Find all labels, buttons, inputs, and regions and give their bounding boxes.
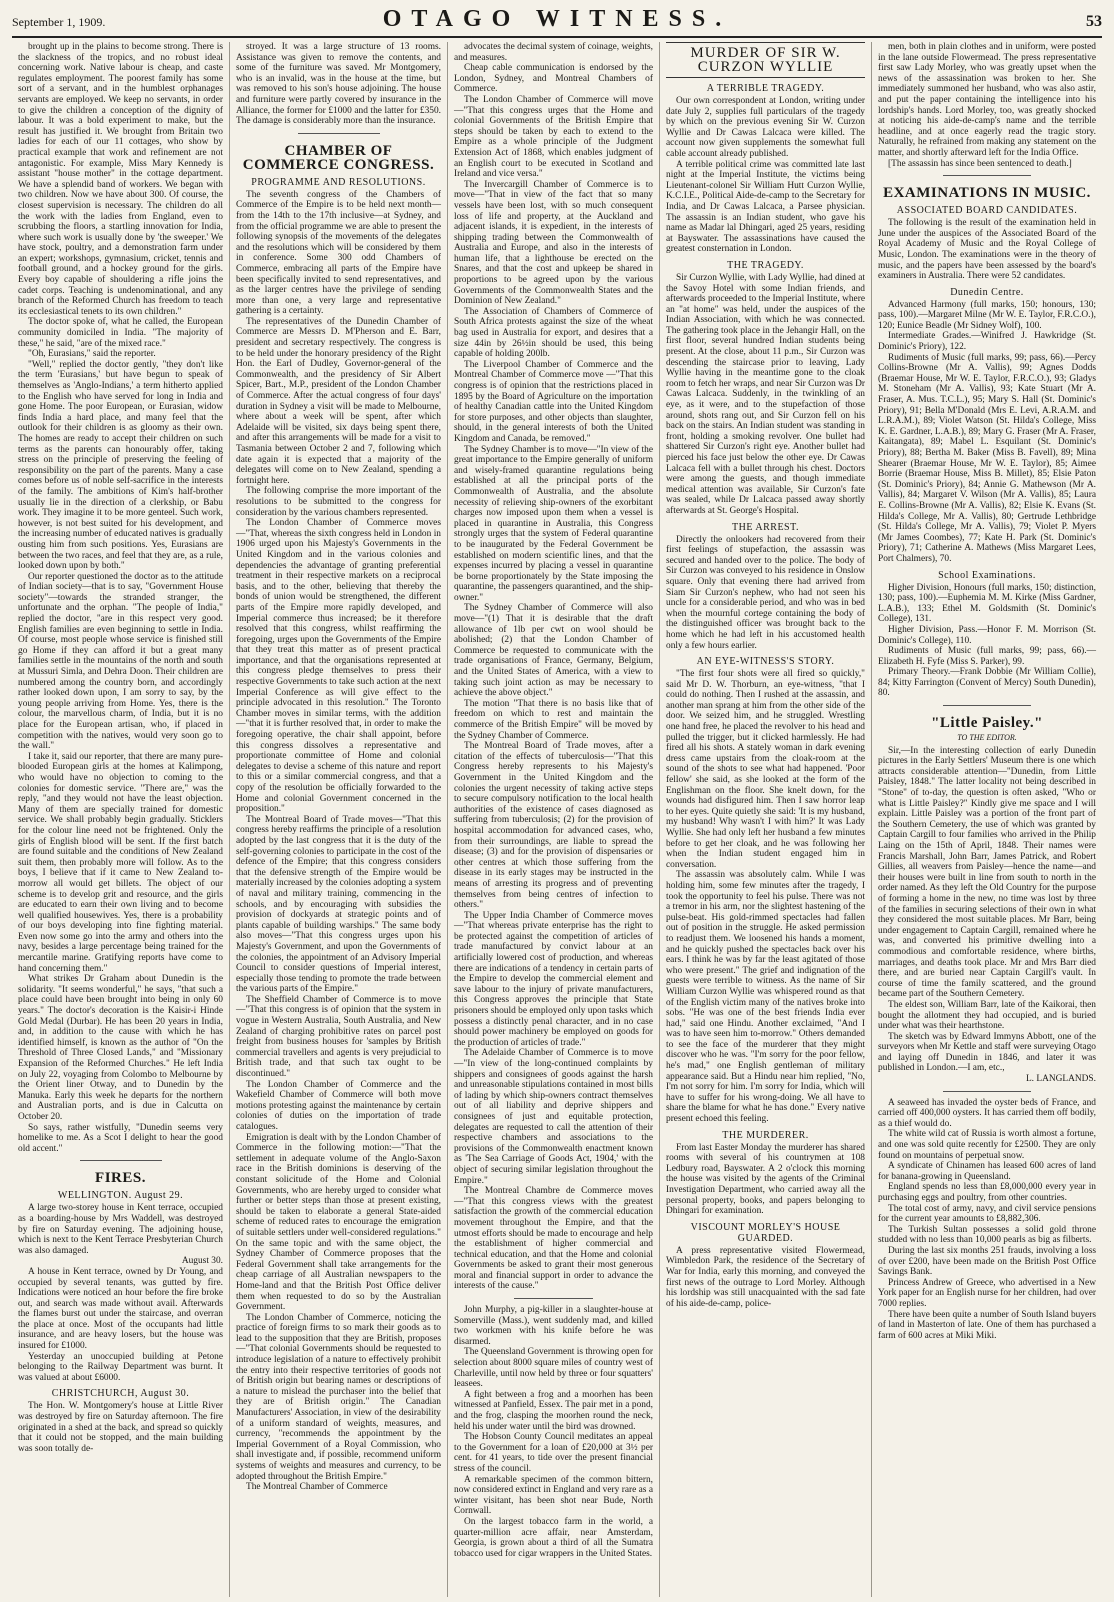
paragraph: Higher Division, Honours (full marks, 150; distinction, 130; pass, 100).—Euphemia M. M. Kirke (Miss Gardner, L.A.B.), 133; Ethel M. Goldsmith (St. Dominic's College), 131. [878,582,1096,625]
paragraph: The Adelaide Chamber of Commerce is to move—"In view of the long-continued complaints by shippers and consignees of goods against the harsh and unreasonable stipulations contained in most bills of lading by which ship-owners contract themselves out of all liability and deprive shippers and consignees of just and equitable protection, delegates are requested to call the attention of their respective chambers and associations to the provisions of the Commonwealth enactment known as 'The Sea Carriage of Goods Act, 1904,' with the object of securing similar legislation throughout the Empire." [454,1048,653,1186]
paragraph: A seaweed has invaded the oyster beds of France, and carried off 400,000 oysters. It has carried them off bodily, as a thief would do. [878,1097,1096,1129]
paragraph: The Invercargill Chamber of Commerce is to move—"That in view of the fact that so many vessels have been lost, with so much consequent loss of life and property, at the Auckland and adjacent islands, it is expedient, in the interests of shipping trading between the Commonwealth of Australia and Europe, and also in the interests of human life, that a lighthouse be erected on the Snares, and that the cost and upkeep be shared in proportions to be agreed upon by the various Governments of the Commonwealth States and the Dominion of New Zealand." [454,179,653,307]
paragraph: During the last six months 251 frauds, involving a loss of over £200, have been made on the British Post Office Savings Bank. [878,1245,1096,1278]
divider [943,705,1030,706]
paragraph: The eldest son, William Barr, late of the Kaikorai, then bought the allotment they had occupied, and is buried under what was their hearthstone. [878,999,1096,1032]
murderer-text [666,1143,865,1217]
curzon-heading: MURDER OF SIR W. CURZON WYLLIE [666,42,865,78]
fires-continued: stroyed. It was a large structure of 13 rooms. Assistance was given to remove the contents, and some of the furniture was saved. Mr Montgomery, who is an invalid, was in the house at the time, but was removed to his son's house adjoining. The house and furniture were partly covered by insurance in the Alliance, the former for £1000 and the latter for £350. The damage is considerably more than the insurance. [236,42,441,127]
paragraph: Sir,—In the interesting collection of early Dunedin pictures in the Early Settlers' Museum there is one which attracts considerable attention—"Dunedin, from Little Paisley, 1848." The latter locality not being described in "Stone" of to-day, the question is often asked, "Who or what is Little Paisley?" Kindly give me space and I will explain. Little Paisley was a portion of the front part of the Southern Cemetery, the use of which was granted by Captain Cargill to four families who arrived in the Philip Laing on the 15th of April, 1848. Their names were Francis Marshall, John Barr, James Patrick, and Robert Gillies, all weavers from Paisley—hence the name—and their houses were built in line from south to north in the order named. As they left the Old Country for the purpose of forming a home in the new, no time was lost by three of the families in securing selections of their own in what they considered the most suitable places. Mr Barr, being under engagement to Captain Cargill, remained where he was, and converted his primitive dwelling into a commodious and comfortable residence, where births, marriages, and deaths took place. Mr and Mrs Barr died there, and are buried near Captain Cargill's vault. In course of time the family scattered, and the ground became part of the Southern Cemetery. [878,745,1096,1000]
fires-paragraph: The Hon. W. Montgomery's house at Little River was destroyed by fire on Saturday afternoon. The fire originated in a shed at the back, and spread so quickly that it could not be stopped, and the main building was soon totally de- [18,1401,223,1454]
paragraph: The sketch was by Edward Immyns Abbott, one of the surveyors when Mr Kettle and staff were surveying Otago and laying off Dunedin in 1846, and later it was published in London.—I am, etc., [878,1031,1096,1074]
paisley-heading: "Little Paisley." [931,715,1043,732]
columns [12,42,1102,1597]
paragraph: The seventh congress of the Chambers of Commerce of the Empire is to be held next month—from the 14th to the 17th inclusive—at Sydney, and from the official programme we are able to present the following synopsis of the movements of the delegates and the resolutions which will be considered by them in conference. Some 300 odd Chambers of Commerce, embracing all parts of the Empire have been specifically invited to send representatives, and as the larger centres have the privilege of sending more than one, a very large and representative gathering is a certainty. [236,189,441,317]
paragraph: The Sheffield Chamber of Commerce is to move—"That this congress is of opinion that the system in vogue in Western Australia, South Australia, and New Zealand of charging prohibitive rates on parcel post freight from business houses for 'samples by British commercial travellers and agents is very prejudicial to British trade, and that such tax ought to be discontinued." [236,994,441,1080]
paragraph: The Turkish Sultan possesses a solid gold throne studded with no less than 10,000 pearls as big as filberts. [878,1224,1096,1246]
paragraph: What strikes Dr Graham about Dunedin is the solidarity. "It seems wonderful," he says, "that such a place could have been brought into being in only 60 years." The doctor's decoration is the Kaisir-i Hinde Gold Medal (Durbar). He has been 20 years in India, and, in addition to the cause with which he has identified himself, is known as the author of "On the Threshold of Three Closed Lands," and "Missionary Expansion of the Reformed Churches." He left India on July 22, voyaging from Colombo to Melbourne by the Orient liner Otway, and to Dunedin by the Manuka. Early this week he departs for the northern and Australian ports, and is due in Calcutta on October 20. [18,974,223,1122]
eyewitness-heading: AN EYE-WITNESS'S STORY. [696,656,835,668]
fires-paragraph: A large two-storey house in Kent terrace, occupied as a boarding-house by Mrs Waddell, was destroyed by fire on Saturday evening. The adjoining house, which is next to the Kent Terrace Presbyterian Church was also damaged. [18,1203,223,1256]
paragraph: Directly the onlookers had recovered from their first feelings of stupefaction, the assassin was secured and handed over to the police. The body of Sir Curzon was conveyed to his residence in Onslow square. Only that evening there had arrived from Siam Sir Curzon's nephew, who had not seen his uncle for a considerable period, and who was in bed when the mournful cortege containing the body of the distinguished officer was brought back to the home which he had left in his accustomed health only a few hours earlier. [666,534,865,651]
paragraph: The Montreal Board of Trade moves, after a citation of the effects of tuberculosis—"That this Congress hereby represents to his Majesty's Government in the United Kingdom and the colonies the urgent necessity of taking active steps to secure compulsory notification to the local health authorities of the existence of cases diagnosed as suffering from tuberculosis; (2) for the provision of hospital accommodation for advanced cases, who, from their surroundings, are liable to spread the disease; (3) and for the provision of dispensaries or other centres at which those suffering from the disease in its early stages may be instructed in the means of arresting its progress and of preventing themselves from being centres of infection to others." [454,741,653,911]
paisley-letter [878,746,1096,1074]
paragraph: Our reporter questioned the doctor as to the attitude of Indian society—that is to say, "Government House society"—towards the stranded stranger, the unfortunate and the orphan. "The people of India," replied the doctor, "are in this respect very good. English families are even beginning to settle in India. Of course, most people whose service is finished still go Home if they can afford it but a great many families settle in the mountains of the north and south at Mussuri Simla, and Dehra Doon. Their children are numbered among the country born, and accordingly rather looked down upon, I am sorry to say, by the young people arriving from Home. Yes, there is the colour, the marvellous charm, of India, but it is no place for the European artisan, who, if placed in competition with the natives, would very soon go to the wall." [18,571,223,752]
paragraph: The total cost of army, navy, and civil service pensions for the current year amounts to £8,882,306. [878,1203,1096,1225]
centre-heading: Dunedin Centre. [950,286,1024,298]
paragraph: The doctor spoke of, what he called, the European community domiciled in India. "The majority of these," he said, "are of the mixed race." [18,317,223,349]
fires-heading: FIRES. [95,1170,146,1187]
arrest-text [666,535,865,652]
news-briefs [454,1305,653,1559]
paragraph: The London Chamber of Commerce will move—"That this congress urges that the Home and colonial Governments of the British Empire that steps should be taken by each to extend to the Empire as a whole principle of the Judgment Extension Act of 1868, which enables judgment of an English court to be executed in Scotland and Ireland and vice versa." [454,94,653,180]
paragraph: The assassin was absolutely calm. While I was holding him, some few minutes after the tragedy, I took the opportunity to feel his pulse. There was not a tremor in his arm, nor the slightest hastening of the pulse-beat. His gold-rimmed spectacles had fallen out of position in the struggle. He asked permission to readjust them. We loosened his hands a moment, and he quickly pushed the spectacles back over his ears. I think he was by far the least agitated of those who were present." The grief and indignation of the guests were terrible to witness. As the name of Sir William Curzon Wyllie was whispered round as that of the English victim many of the natives broke into sobs. "He was one of the best friends India ever had," said one Hindu. Another exclaimed, "And I was to have seen him to-morrow." Others demanded to see the face of the murderer that they might discover who he was. "I'm sorry for the poor fellow, he's mad," one English gentleman of military appearance said. But a Hindu near him replied, "No, I'm not sorry for him. I'm sorry for India, which will have to suffer for his wrong-doing. We all have to share the blame for what he has done." Every native present echoed this feeling. [666,870,865,1125]
page-number: 53 [1086,13,1102,30]
paragraph: The London Chamber of Commerce and the Wakefield Chamber of Commerce will both move motions protesting against the maintenance by certain colonies of duties on the importation of trade catalogues. [236,1079,441,1132]
paragraph: Primary Theory.—Frank Dobbie (Mr William Collie), 84; Kitty Farrington (Convent of Mercy) South Dunedin), 80. [878,667,1096,699]
paragraph: The white wild cat of Russia is worth almost a fortune, and one was sold quite recently for £2500. They are only found on mountains of perpetual snow. [878,1129,1096,1161]
arrest-heading: THE ARREST. [732,521,799,533]
paragraph: The Association of Chambers of Commerce of South Africa protests against the size of the wheat bag used in Australia for export, and desires that a size 44in by 26½in should be used, this being capable of holding 200lb. [454,306,653,360]
column-4 [660,42,872,1597]
paragraph: Rudiments of Music (full marks, 99; pass, 66).—Elizabeth H. Fyfe (Miss S. Parker), 99. [878,646,1096,667]
column-5 [872,42,1102,1597]
morley-text [666,1246,865,1310]
column-1 [12,42,230,1597]
paragraph: The London Chamber of Commerce moves —"That, whereas the sixth congress held in London in 1906 urged upon his Majesty's Governments in the United Kingdom and in the various colonies and dependencies the advantage of granting preferential treatment in their respective markets on a reciprocal basis, and to the other, believing that thereby the bonds of union would be strengthened, the different parts of the Empire more rapidly developed, and Imperial commerce thus increased; be it therefore resolved that this congress, whilst reaffirming the foregoing, urges upon the Governments of the Empire that they treat this matter as of present practical importance, and that the organisations represented at this congress pledge themselves to press their respective Governments to take such action at the next Imperial Conference as will give effect to the principle advocated in this resolution." The Toronto Chamber moves in similar terms, with the addition—"that it is further resolved that, in order to make the foregoing operative, the chair shall appoint, before this congress dissolves a representative and proportionate committee of Home and colonial delegates to devise a scheme of this nature and report to this or a similar commercial congress, and that a copy of the resolution be officially forwarded to the Home and colonial Government concerned in the proposition." [236,518,441,815]
to-editor-label: TO THE EDITOR. [957,733,1017,743]
column-3 [448,42,660,1597]
paragraph: The Sydney Chamber is to move—"In view of the great importance to the Empire generally of uniform and wisely-framed quarantine regulations being established at all the principal ports of the Commonwealth of Australia, and the absolute necessity of relieving ship-owners of the exorbitant charges now imposed upon them when a vessel is placed in quarantine in Australia, this Congress strongly urges that the system of Federal quarantine to be inaugurated by the Federal Government be established on modern scientific lines, and that the expenses incurred by placing a vessel in quarantine be borne proportionately by the State imposing the quarantine, the passengers quarantined, and the ship-owner." [454,444,653,603]
tragedy-text [666,273,865,517]
paragraph: A remarkable specimen of the common bittern, now considered extinct in England and very rare as a winter visitant, has been shot near Bude, North Cornwall. [454,1474,653,1517]
divider [943,175,1030,176]
morley-continued [878,42,1096,169]
curzon-subheading: A TERRIBLE TRAGEDY. [706,83,825,94]
paragraph: The representatives of the Dunedin Chamber of Commerce are Messrs D. M'Pherson and E. Barr, president and secretary respectively. The congress is to be held under the honorary presidency of the Right Hon. the Earl of Dudley, Governor-general of the Commonwealth, and the presidency of Sir Albert Spicer, Bart., M.P., president of the London Chamber of Commerce. After the actual congress of four days' duration in Sydney a visit will be made to Melbourne, where about a week will be spent, after which Adelaide will be visited, six days being spent there, and after this arrangements will be made for a visit to Tasmania between October 2 and 7, following which date again it is expected that a majority of the delegates will come on to New Zealand, spending a fortnight here. [236,316,441,486]
paragraph: "Well," replied the doctor gently, "they don't like the term 'Eurasians,' but have begun to speak of themselves as 'Anglo-Indians,' a term hitherto applied to the English who have served for long in India and gone Home. The poor European, or Eurasian, widow finds India a hard place, and many feel that the outlook for their children is as gloomy as their own. The homes are ready to accept their children on such terms as the parents can honourably offer, taking stress on the principle of preserving the feeling of responsibility on the part of the parents. Many a case comes before us of noble self-sacrifice in the interests of the family. The ambitions of Kim's half-brother usually lie in the direction of a clerkship, or Babu work. They imagine it to be more genteel. Such work, however, is not best suited for his development, and the increasing number of educated natives is gradually ousting him from such positions. Yes, Eurasians are between the two races, and feel that they are, as a rule, looked down upon by both." [18,359,223,572]
divider [943,1091,1030,1092]
divider [514,1298,594,1299]
paragraph: So says, rather wistfully, "Dunedin seems very homelike to me. As a Scot I delight to hear the good old accent." [18,1122,223,1154]
paragraph: "The first four shots were all fired so quickly," said Mr D. W. Thorburn, an eye-witness, "that I could do nothing. Then I rushed at the assassin, and another man sprang at him from the other side of the door. We seized him, and he struggled. Wrestling one hand free, he placed the revolver to his head and pulled the trigger, but it clicked harmlessly. He had fired all his shots. A stately woman in dark evening dress came upstairs from the cloak-room at the sound of the shots to see what had happened. 'Poor fellow' she said, as she looked at the form of the Englishman on the floor. She knelt down, for the wounds had disfigured him. Then I saw horror leap to her eyes. Quite quietly she said: 'It is my husband, my husband! Why wasn't I with him?' It was Lady Wyllie. She had only left her husband a few minutes before to get her cloak, and he was following her when the Indian student engaged him in conversation. [666,669,865,870]
chamber-article [236,190,441,1493]
paragraph: I take it, said our reporter, that there are many pure-blooded European girls at the homes at Kalimpong, who would have no objection to coming to the colonies for domestic service. "There are," was the reply, "and they would not have the least objection. Many of them are specially trained for domestic service. We shall probably begin gradually. Sticklers for the colour line need not be frightened. Only the girls of English blood will be sent. If the first batch are found suitable and the conditions of New Zealand suit them, then probably more will follow. As to the boys, I believe that if it came to New Zealand to-morrow all would get billets. The object of our scheme is to develop grit and resource, and the girls are educated to earn their own living and to become well qualified housewives. Yes, there is a probability of our boys developing into fine fighting material. Even now some go into the army and others into the navy, besides a large percentage being trained for the mercantile marine. Gratifying reports have come to hand concerning them." [18,751,223,974]
paragraph: The Montreal Board of Trade moves—"That this congress hereby reaffirms the principle of a resolution adopted by the last congress that it is the duty of the self-governing colonies to participate in the cost of the defence of the Empire; that this congress considers that the defensive strength of the Empire would be materially increased by the colonies adopting a system of naval and military training, commencing in the schools, and by encouraging with subsidies the provision of dockyards at strategic points and of plants capable of building warships." The same body also moves—"That this congress urges upon his Majesty's Government, and upon the Governments of the colonies, the appointment of an Advisory Imperial Council to consider questions of Imperial interest, especially those tending to promote the trade between the various parts of the Empire." [236,814,441,995]
letter-signature: L. LANGLANDS. [1025,1074,1096,1085]
paragraph: From last Easter Monday the murderer has shared rooms with several of his countrymen at 108 Ledbury road, Bayswater. A 2 o'clock this morning the house was visited by the agents of the Criminal Investigation Department, who carried away all the personal property, books, and papers belonging to Dhingari for examination. [666,1142,865,1217]
paragraph: Our own correspondent at London, writing under date July 2, supplies full particulars of the tragedy by which on the previous evening Sir W. Curzon Wyllie and Dr Cawas Lalcaca were killed. The account now given supplements the somewhat full cable account already published. [666,96,865,159]
paper-title: OTAGO WITNESS. [382,6,732,32]
fires-paragraph: Yesterday an unoccupied building at Petone belonging to the Railway Department was burnt. It was valued at about £6000. [18,1351,223,1383]
news-briefs [878,1098,1096,1342]
paragraph: The Queensland Government is throwing open for selection about 8000 square miles of country west of Charleville, until now held by three or four squatters' leasees. [454,1347,654,1390]
paragraph: Princess Andrew of Greece, who advertised in a New York paper for an English nurse for her children, had over 7000 replies. [878,1277,1096,1309]
paragraph: Emigration is dealt with by the London Chamber of Commerce in the following motion:—"That the settlement in adequate volume of the Anglo-Saxon race in the British dominions is deserving of the constant solicitude of the Home and Colonial Governments, who are hereby urged to consider what further or better steps than those at present existing, should be taken to elaborate a general State-aided scheme of reduced rates to encourage the emigration of suitable settlers under well-considered regulations." On the same topic and with the same object, the Sydney Chamber of Commerce proposes that the Federal Government shall take arrangements for the cheap carriage of all Australian newspapers to the Home-land and that the British Post Office deliver them when requested to do so by the Australian Government. [236,1132,441,1313]
dateline-wellington: WELLINGTON. August 29. [57,1190,184,1202]
murderer-heading: THE MURDERER. [722,1129,809,1141]
issue-date: September 1, 1909. [12,15,106,29]
chamber-heading: CHAMBER OF COMMERCE CONGRESS. [242,142,435,173]
paragraph: men, both in plain clothes and in uniform, were posted in the lane outside Flowermead. The press representative first saw Lady Morley, who was greatly upset when the news of the assassination was broken to her. She immediately summoned her husband, who was also astir, and put the paper containing the intelligence into his lordship's hands. Lord Morley, too, was greatly shocked at noticing his aide-de-camp's name and the terrible headline, and at once eagerly read the tragic story. Naturally, he refrained from making any statement on the matter, and shortly afterward left for the India Office. [878,42,1096,158]
paragraph: A press representative visited Flowermead, Wimbledon Park, the residence of the Secretary of War for India, early this morning, and conveyed the first news of the outrage to Lord Morley. Although his lordship was still unacquainted with the sad fate of his aide-de-camp, police- [666,1245,865,1309]
music-heading: EXAMINATIONS IN MUSIC. [883,185,1091,202]
paragraph: England spends no less than £8,000,000 every year in purchasing eggs and poultry, from other countries. [878,1182,1096,1203]
paragraph: Sir Curzon Wyllie, with Lady Wyllie, had dined at the Savoy Hotel with some Indian friends, and afterwards proceeded to the Imperial Institute, where an "at home" was held, under the auspices of the Indian Association, with which he was connected. The gathering took place in the Jehangir Hall, on the first floor, several hundred Indian students being present. At the close, about 11 p.m., Sir Curzon was descending the staircase prior to leaving, Lady Wyllie having in the meantime gone to the cloak room to fetch her wraps, and near Sir Curzon was Dr Cawas Lalcaca. Suddenly, in the twinkling of an eye, as it were, and to the stupefaction of those around, shots rang out, and Sir Curzon fell on his back on the stairs. An Indian student was standing in front, holding a smoking revolver. One bullet had shattered Sir Curzon's right eye. Another bullet had pierced his face just below the other eye. Dr Cawas Lalcaca fell with a bullet through his chest. Doctors were among the guests, and though immediate medical attention was available, Sir Curzon's fate was sealed, while Dr Lalcaca passed away shortly afterwards at St. George's Hospital. [666,272,865,516]
paragraph: There have been quite a number of South Island buyers of land in Masterton of late. One of them has purchased a farm of 600 acres at Miki Miki. [878,1309,1096,1341]
paragraph: Advanced Harmony (full marks, 150; honours, 130; pass, 100).—Margaret Milne (Mr W. E. Taylor, F.R.C.O.), 120; Eunice Beadle (Mr Sidney Wolf), 100. [878,299,1096,331]
paragraph: Cheap cable communication is endorsed by the London, Sydney, and Montreal Chambers of Commerce. [454,63,653,95]
paragraph: The following comprise the more important of the resolutions to be submitted to the congress for consideration by the various chambers represented. [236,486,441,518]
paragraph: "Oh, Eurasians," said the reporter. [28,349,156,360]
music-subheading: ASSOCIATED BOARD CANDIDATES. [896,205,1078,217]
paragraph: brought up in the plains to become strong. There is the slackness of the tropics, and no robust ideal concerning work. Native labour is cheap, and caste regulates employment. The poorest family has some sort of a servant, and in the humblest orphanages servants are employed. We keep no servants, in order to give the children a conception of the dignity of labour. It was a bold experiment to make, but the result has justified it. We brought from Britain two ladies for each of our 11 cottages, who show by practical example that work and refinement are not antagonistic. For example, Miss Mary Kennedy is assistant "house mother" in the cottage department. We have a splendid band of workers. We began with two children. Now we have about 300. Of course, the closest supervision is necessary. The children do all the work with the ladies from England, even to scrubbing the floors, a startling innovation for India, where such work is usually done by 'the sweeper.' We have stock, poultry, and a demonstration farm under an expert; workshops, gymnasium, cricket, tennis and football ground, and a hockey ground for the girls. Every boy capable of shouldering a rifle joins the cadet corps. Teaching is undenominational, and any branch of the Reformed Church has freedom to teach its ecclesiastical tenets to its own children." [18,42,223,317]
masthead [12,6,1102,38]
paragraph: A fight between a frog and a moorhen has been witnessed at Panfield, Essex. The pair met in a pond, and the frog, clasping the moorhen round the neck, held his under water until the bird was drowned. [454,1389,653,1432]
chamber-subheading: PROGRAMME AND RESOLUTIONS. [251,176,426,188]
paragraph: A syndicate of Chinamen has leased 600 acres of land for banana-growing in Queensland. [878,1161,1096,1182]
paragraph: The London Chamber of Commerce, noticing the practice of foreign firms to so mark their goods as to lead to the supposition that they are British, proposes—"That colonial Governments should be requested to introduce legislation of a nature to effectively prohibit the entry into their respective territories of goods not of British origin but bearing names or descriptions of a nature to mislead the purchaser into the belief that they are of British origin." The Canadian Manufacturers' Association, in view of the desirability of a uniform standard of weights, measures, and currency, "recommends the appointment by the Imperial Government of a Royal Commission, who shall investigate and, if possible, recommend uniform systems of weights and measures and currency, to be adopted throughout the British Empire." [236,1312,441,1482]
school-heading: School Examinations. [938,569,1036,581]
tragedy-heading: THE TRAGEDY. [727,259,804,271]
paragraph: On the largest tobacco farm in the world, a quarter-million acre affair, near Amsterdam, Georgia, is grown about a third of all the Sumatra tobacco used for cigar wrappers in the United States. [454,1516,653,1559]
paragraph: A terrible political crime was committed late last night at the Imperial Institute, the victims being Lieutenant-colonel Sir William Hutt Curzon Wyllie, K.C.I.E., Political Aide-de-camp to the Secretary for India, and Dr Cawas Lalcaca, a Parsee physician. The assassin is an Indian student, who gave his name as Madar lal Dhingari, aged 25 years, residing at Bayswater. The assassinations have caused the greatest consternation in London. [666,159,865,255]
missionary-article [18,42,223,1154]
paragraph: The Upper India Chamber of Commerce moves—"That whereas private enterprise has the right to be protected against the competition of articles of trade manufactured by convict labour at an artificially lowered cost of production, and whereas there are indications of a tendency in certain parts of the Empire to develop the commercial element and save labour to the injury of private manufacturers, this Congress approves the principle that State prisoners should be employed only upon tasks which possess a distinctly penal character, and in no case should power machinery be employed on goods for the production of articles of trade." [454,910,653,1048]
eyewitness-text [666,669,865,1125]
school-results [878,583,1096,700]
curzon-intro [666,96,865,255]
paragraph: The Montreal Chambre de Commerce moves—"That this congress views with the greatest satisfaction the growth of the commercial education movement throughout the Empire, and that the utmost efforts should be made to encourage and help the establishment of higher commercial and technical education, and that the Home and colonial Governments be asked to grant their most generous moral and financial support in order to advance the interests of the cause." [454,1186,653,1292]
paragraph: Higher Division, Pass.—Honor F. M. Morrison (St. Dominic's College), 110. [878,624,1096,646]
divider [298,133,380,134]
music-intro: The following is the result of the examination held in June under the auspices of the Associated Board of the Royal Academy of Music and the Royal College of Music, London. The examinations were in the theory of music, and the papers have been assessed by the board's examiners in Australia. There were 52 candidates. [878,218,1096,282]
paragraph: advocates the decimal system of coinage, weights, and measures. [454,42,654,63]
paragraph: The Montreal Chamber of Commerce [246,1482,388,1493]
column-2 [230,42,448,1597]
centre-results [878,300,1096,565]
paragraph: The Liverpool Chamber of Commerce and the Montreal Chamber of Commerce move —"That this congress is of opinion that the restrictions placed in 1895 by the Board of Agriculture on the importation of healthy Canadian cattle into the United Kingdom for store purposes, and other objects than slaughter, should, in the general interests of both the United Kingdom and Canada, be removed." [454,359,653,444]
paragraph: The motion "That there is no basis like that of freedom on which to rest and maintain the commerce of the British Empire" will be moved by the Sydney Chamber of Commerce. [454,698,653,741]
paragraph: [The assassin has since been sentenced to death.] [888,158,1072,169]
paragraph: John Murphy, a pig-killer in a slaughter-house at Somerville (Mass.), went suddenly mad, and killed two workmen with his knife before he was disarmed. [454,1305,653,1347]
paragraph: Intermediate Grades.—Winifred J. Hawkridge (St. Dominic's Priory), 122. [878,331,1096,353]
paragraph: The Hobson County Council meditates an appeal to the Government for a loan of £20,000 at 3½ per cent. for 41 years, to tide over the present financial stress of the council. [454,1432,653,1474]
fires-paragraph: A house in Kent terrace, owned by Dr Young, and occupied by several tenants, was gutted by fire. Indications were noticed an hour before the fire broke out, and search was made without avail. Afterwards the flames burst out under the staircase, and overran the place at once. Most of the occupants had little insurance, and are heavy losers, but the house was insured for £1000. [18,1266,223,1352]
chamber-article-continued [454,42,653,1292]
paragraph: The Sydney Chamber of Commerce will also move—"(1) That it is desirable that the draft allowance of 1lb per cwt on wool should be abolished; (2) that the London Chamber of Commerce be requested to communicate with the trade organisations of France, Germany, Belgium, and the United States of America, with a view to taking such joint action as may be necessary to achieve the above object." [454,603,653,699]
morley-heading: VISCOUNT MORLEY'S HOUSE GUARDED. [690,1221,841,1244]
dateline-august-30: August 30. [181,1256,223,1267]
divider [80,1160,162,1161]
paragraph: Rudiments of Music (full marks, 99; pass, 66).—Percy Collins-Browne (Mr A. Vallis), 99; Agnes Dodds (Braemar House, Mr W. E. Taylor, F.R.C.O.), 93; Gladys M. Stoneham (Mr A. Vallis), 93; Kate Stuart (Mr A. Fraser, A. Mus. T.C.L.), 95; Mary S. Hall (St. Dominic's Priory), 91; Bella M'Donald (Mrs E. Levi, A.R.A.M. and L.R.A.M.), 89; Violet Watson (St. Hilda's College, Miss K. E. Gardner, L.A.B.), 89; Mary G. Fraser (Mr A. Fraser, Kaitangata), 89; Mabel L. Esquilant (St. Dominic's Priory), 88; Bertha M. Baker (Miss B. Favell), 89; Mina Shearer (Braemar House, Mr W. E. Taylor), 85; Aimee Borrie (Braemar House, Miss B. Millet), 85; Elsie Paton (St. Dominic's Priory), 84; Annie G. Mathewson (Mr A. Vallis), 84; Margaret V. Wilson (Mr A. Vallis), 85; Laura E. Collins-Browne (Mr A. Vallis), 82; Elsie K. Evans (St. Hilda's College, Mr A. Vallis), 80; Gertrude Lethbridge (St. Hilda's College, Mr A. Vallis), 79; Violet P. Myers (Mr James Coombes), 77; Kate H. Park (St. Dominic's Priory), 71; Catherine A. Mathews (Miss Margaret Lees, Port Chalmers), 70. [878,352,1096,564]
dateline-christchurch: CHRISTCHURCH, August 30. [51,1388,190,1400]
